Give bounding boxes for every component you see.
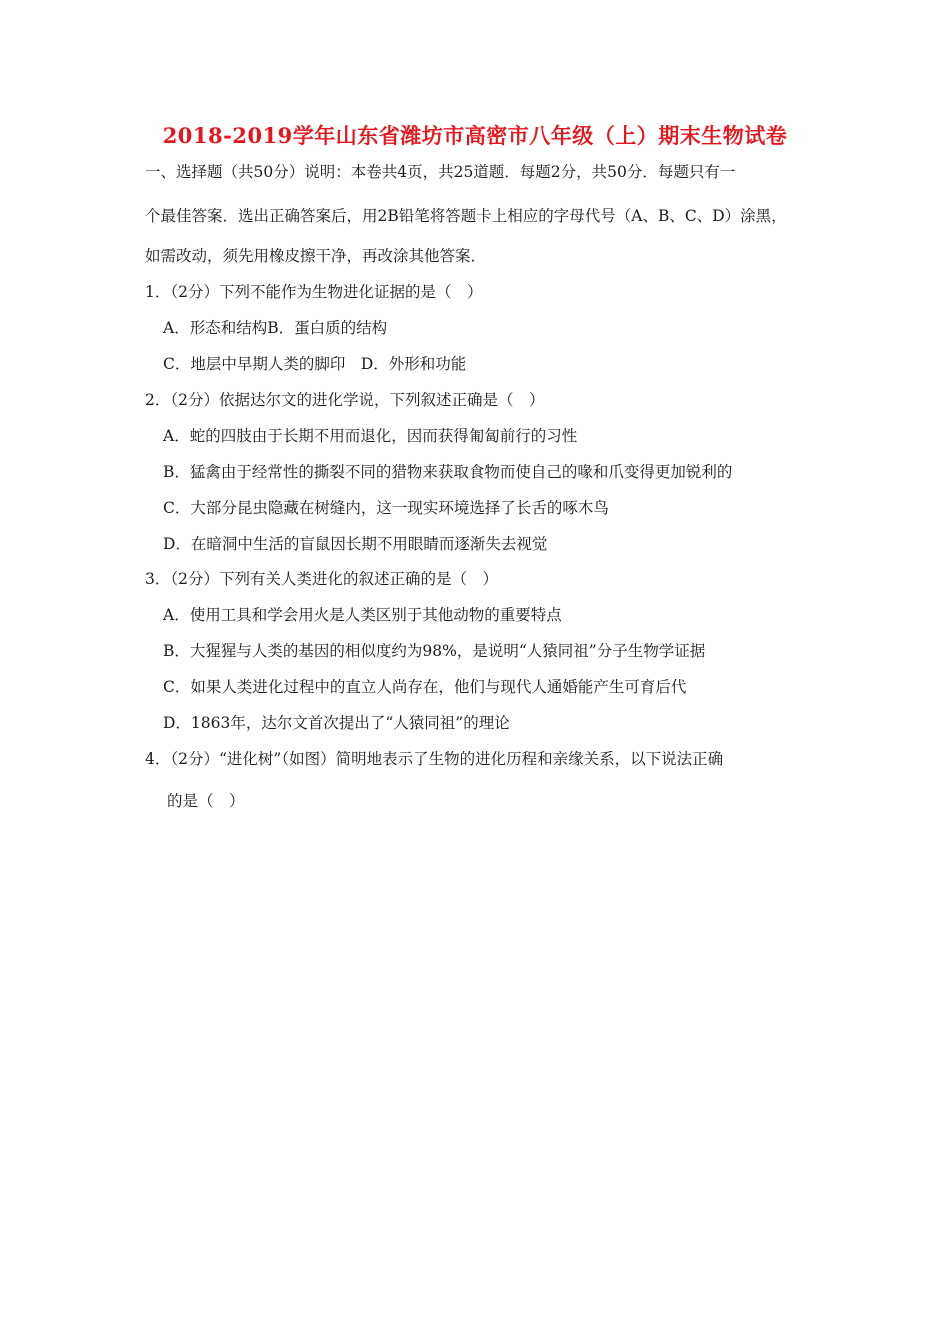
page-title: 2018-2019学年山东省潍坊市高密市八年级（上）期末生物试卷: [162, 123, 788, 148]
question-3-stem: 3．（2分）下列有关人类进化的叙述正确的是（ ）: [145, 570, 498, 588]
question-1-option-cd: C．地层中早期人类的脚印 D．外形和功能: [163, 355, 467, 373]
question-3-option-b: B．大猩猩与人类的基因的相似度约为98%，是说明“人猿同祖”分子生物学证据: [163, 642, 706, 660]
question-3-option-d: D．1863年，达尔文首次提出了“人猿同祖”的理论: [163, 714, 510, 732]
question-3-option-a: A．使用工具和学会用火是人类区别于其他动物的重要特点: [163, 606, 562, 624]
question-2-option-c: C．大部分昆虫隐藏在树缝内，这一现实环境选择了长舌的啄木鸟: [163, 499, 609, 517]
question-4-stem-continued: 的是（ ）: [167, 792, 245, 810]
question-2-option-a: A．蛇的四肢由于长期不用而退化，因而获得匍匐前行的习性: [163, 427, 578, 445]
intro-line-3: 如需改动，须先用橡皮擦干净，再改涂其他答案．: [145, 247, 487, 265]
intro-line-2: 个最佳答案．选出正确答案后，用2B铅笔将答题卡上相应的字母代号（A、B、C、D）涂黑，: [145, 207, 787, 225]
question-2-option-d: D．在暗洞中生活的盲鼠因长期不用眼睛而逐渐失去视觉: [163, 535, 548, 553]
question-4-stem: 4．（2分）“进化树”（如图）简明地表示了生物的进化历程和亲缘关系，以下说法正确: [145, 750, 724, 768]
question-2-stem: 2．（2分）依据达尔文的进化学说，下列叙述正确是（ ）: [145, 391, 545, 409]
question-2-option-b: B．猛禽由于经常性的撕裂不同的猎物来获取食物而使自己的喙和爪变得更加锐利的: [163, 463, 733, 481]
question-3-option-c: C．如果人类进化过程中的直立人尚存在，他们与现代人通婚能产生可育后代: [163, 678, 687, 696]
question-1-stem: 1．（2分）下列不能作为生物进化证据的是（ ）: [145, 283, 483, 301]
question-1-option-ab: A．形态和结构B．蛋白质的结构: [163, 319, 388, 337]
intro-line-1: 一、选择题（共50分）说明：本卷共4页，共25道题．每题2分，共50分．每题只有一: [145, 163, 736, 181]
